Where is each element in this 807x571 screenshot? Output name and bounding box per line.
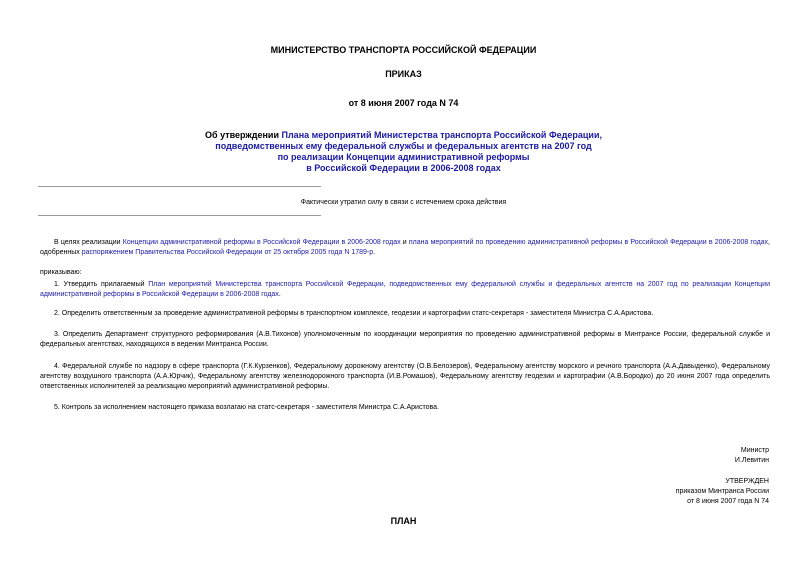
item-1-end: . <box>278 291 281 298</box>
government-order-link[interactable]: распоряжением Правительства Российской Федерации от 25 октября 2005 года N 1789-р <box>81 249 374 256</box>
approval-date: от 8 июня 2007 года N 74 <box>687 498 769 505</box>
item-1-text: 1. Утвердить прилагаемый <box>54 281 149 288</box>
validity-note: Фактически утратил силу в связи с истечением срока действия <box>300 199 507 206</box>
plan-heading: ПЛАН <box>390 516 417 526</box>
title-link-line3[interactable]: по реализации Концепции административной реформы <box>277 152 530 162</box>
doc-type-heading: ПРИКАЗ <box>385 69 422 79</box>
order-word: приказываю: <box>40 269 82 276</box>
date-number-heading: от 8 июня 2007 года N 74 <box>348 98 459 108</box>
item-5-paragraph: 5. Контроль за исполнением настоящего приказа возлагаю на статс-секретаря - заместителя Министра С.А.Аристова. <box>54 404 439 411</box>
preamble-paragraph <box>40 238 770 258</box>
item-3-paragraph: 3. Определить Департамент структурного реформирования (А.В.Тихонов) уполномоченным по координации мероприятия по проведению административной реформы в Минтрансе России, федеральной службе и федеральных агентствах, находящихся в ведении Минтранса России. <box>40 331 770 348</box>
item-1-paragraph <box>40 280 770 300</box>
document-title <box>0 130 807 174</box>
title-link-line1[interactable]: Плана мероприятий Министерства транспорта Российской Федерации, <box>281 130 602 140</box>
signature-name: И.Левитин <box>734 457 769 464</box>
item-2-paragraph: 2. Определить ответственным за проведение административной реформы в транспортном комплексе, геодезии и картографии статс-секретаря - заместителя Министра С.А.Аристова. <box>54 310 654 317</box>
preamble-text-mid2: , одобренных <box>40 239 770 256</box>
reform-plan-link[interactable]: плана мероприятий по проведению административной реформы в Российской Федерации в 2006-2008 годах <box>408 239 769 246</box>
title-link-line4[interactable]: в Российской Федерации в 2006-2008 годах <box>306 163 501 173</box>
preamble-text-mid1: и <box>400 239 409 246</box>
preamble-text-start: В целях реализации <box>54 239 123 246</box>
approval-status: УТВЕРЖДЕН <box>725 478 769 485</box>
signature-position: Министр <box>740 447 769 454</box>
title-prefix: Об утверждении <box>205 130 282 140</box>
concept-link[interactable]: Концепции административной реформы в Российской Федерации в 2006-2008 годах <box>122 239 401 246</box>
preamble-text-end: . <box>373 249 376 256</box>
divider-bottom <box>38 215 321 216</box>
ministry-heading: МИНИСТЕРСТВО ТРАНСПОРТА РОССИЙСКОЙ ФЕДЕРАЦИИ <box>270 45 537 55</box>
divider-top <box>38 186 321 187</box>
title-link-line2[interactable]: подведомственных ему федеральной службы и федеральных агентств на 2007 год <box>215 141 592 151</box>
approval-by: приказом Минтранса России <box>675 488 769 495</box>
plan-link[interactable]: План мероприятий Министерства транспорта Российской Федерации, подведомственных ему федеральной службы и федеральных агентств на 2007 год по реализации Концепции административной реформы в Российской Федерации в 2006-2008 годах <box>40 281 770 298</box>
item-4-paragraph: 4. Федеральной службе по надзору в сфере транспорта (Г.К.Курзенков), Федеральному дорожному агентству (О.В.Белозеров), Федеральному агентству морского и речного транспорта (А.А.Давыденко), Федеральному агентству воздушного транспорта (А.А.Юрчик), Федеральному агентству железнодорожного транспорта (И.В.Ромашов), Федеральному агентству геодезии и картографии (А.В.Бородко) до 20 июня 2007 года определить ответственных исполнителей за реализацию мероприятий административной реформы. <box>40 363 770 390</box>
